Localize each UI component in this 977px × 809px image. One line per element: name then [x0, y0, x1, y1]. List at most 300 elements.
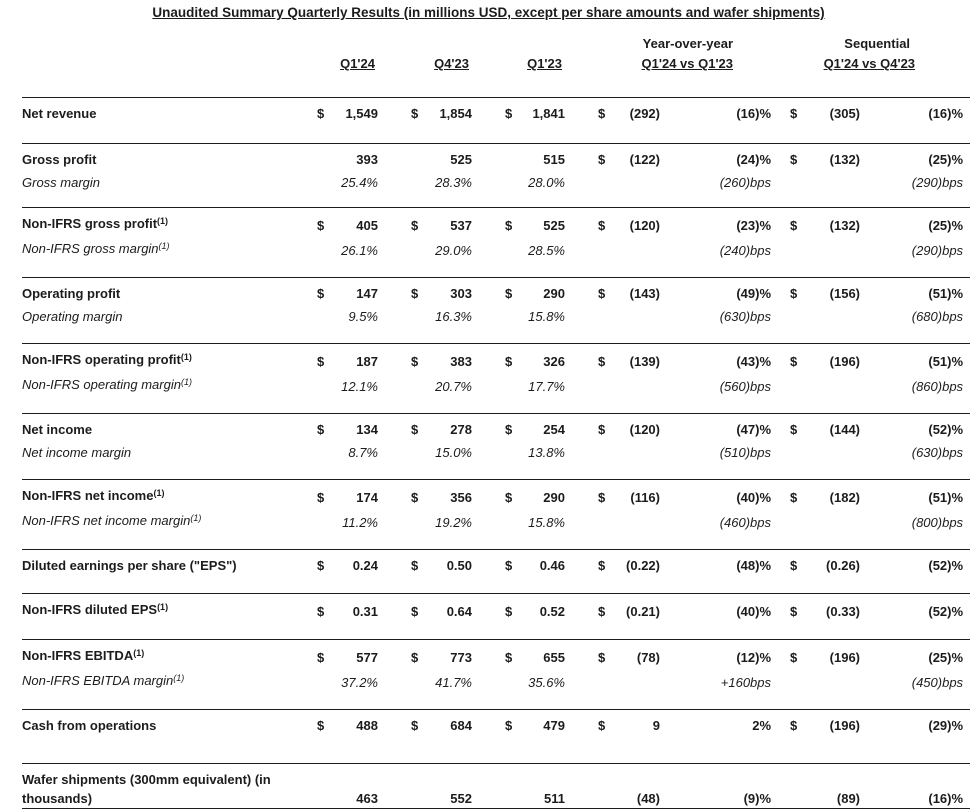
footnote-marker: (1): [190, 513, 202, 523]
results-tbody: [22, 98, 970, 809]
value-cell: (52)%: [867, 594, 970, 640]
value-cell: (89): [812, 764, 867, 809]
margin-row: [22, 307, 970, 344]
currency-symbol: $: [315, 710, 339, 764]
value-cell: +160bps: [720, 675, 772, 690]
value-cell: 383: [433, 344, 479, 376]
row-label-text: Non-IFRS operating margin: [22, 377, 181, 392]
margin-row: [22, 511, 970, 550]
value-cell: 134: [339, 414, 385, 444]
value-cell: 393: [339, 144, 385, 174]
column-header-q1-24: Q1'24: [340, 56, 375, 71]
row-label-text: Net revenue: [22, 106, 97, 121]
value-cell: (78): [620, 640, 667, 672]
row-label: [22, 640, 315, 672]
margin-row: [22, 375, 970, 414]
currency-symbol: [315, 511, 339, 550]
value-cell: 28.0%: [528, 175, 565, 190]
header-spacer: [22, 34, 572, 54]
value-cell: 290: [527, 480, 572, 512]
currency-symbol: [385, 443, 433, 480]
row-label-text: Non-IFRS EBITDA margin: [22, 673, 174, 688]
value-cell: (196): [812, 710, 867, 764]
currency-symbol: $: [778, 710, 812, 764]
value-cell: 11.2%: [342, 515, 378, 530]
footnote-marker: (1): [180, 377, 192, 387]
value-cell: (292): [620, 98, 667, 144]
value-cell: 479: [527, 710, 572, 764]
value-cell: 525: [527, 208, 572, 240]
value-cell: [620, 375, 667, 414]
row-label-text: Operating margin: [22, 309, 123, 324]
currency-symbol: $: [778, 98, 812, 144]
currency-symbol: $: [315, 594, 339, 640]
value-cell: (240)bps: [719, 243, 772, 258]
currency-symbol: $: [315, 278, 339, 308]
row-label: [22, 671, 315, 710]
row-label: [22, 764, 315, 809]
currency-symbol: $: [572, 98, 620, 144]
currency-symbol: $: [315, 550, 339, 594]
currency-symbol: [778, 443, 812, 480]
value-cell: (48): [620, 764, 667, 809]
margin-row: [22, 173, 970, 208]
currency-symbol: $: [479, 710, 527, 764]
metric-row: [22, 710, 970, 764]
currency-symbol: $: [315, 344, 339, 376]
value-cell: 405: [339, 208, 385, 240]
value-cell: 19.2%: [435, 515, 472, 530]
value-cell: 20.7%: [435, 379, 472, 394]
footnote-marker: (1): [157, 216, 169, 226]
value-cell: (630)bps: [911, 445, 964, 460]
currency-symbol: $: [385, 278, 433, 308]
value-cell: (800)bps: [911, 515, 964, 530]
value-cell: (16)%: [867, 764, 970, 809]
currency-symbol: $: [572, 640, 620, 672]
currency-symbol: $: [315, 640, 339, 672]
currency-symbol: $: [315, 480, 339, 512]
row-label-text: Gross profit: [22, 152, 97, 167]
value-cell: (196): [812, 344, 867, 376]
value-cell: 278: [433, 414, 479, 444]
row-label: [22, 239, 315, 278]
currency-symbol: $: [778, 594, 812, 640]
row-label-text: Non-IFRS net income: [22, 488, 154, 503]
quarterly-results-table: [22, 34, 970, 809]
value-cell: 13.8%: [528, 445, 565, 460]
currency-symbol: [778, 671, 812, 710]
currency-symbol: $: [572, 550, 620, 594]
value-cell: (9)%: [667, 764, 778, 809]
currency-symbol: $: [778, 278, 812, 308]
metric-row: [22, 414, 970, 444]
value-cell: 15.8%: [528, 515, 565, 530]
value-cell: 552: [433, 764, 479, 809]
currency-symbol: [778, 307, 812, 344]
currency-symbol: $: [572, 480, 620, 512]
currency-symbol: $: [479, 414, 527, 444]
row-label: [22, 98, 315, 144]
value-cell: (49)%: [667, 278, 778, 308]
currency-symbol: [315, 375, 339, 414]
row-label: [22, 307, 315, 344]
value-cell: [812, 511, 867, 550]
currency-symbol: $: [778, 144, 812, 174]
currency-symbol: [479, 173, 527, 208]
row-label-text: Cash from operations: [22, 718, 157, 733]
currency-symbol: [315, 144, 339, 174]
value-cell: (16)%: [667, 98, 778, 144]
currency-symbol: [385, 173, 433, 208]
margin-row: [22, 443, 970, 480]
metric-row: [22, 480, 970, 512]
metric-row: [22, 144, 970, 174]
value-cell: 174: [339, 480, 385, 512]
currency-symbol: $: [385, 550, 433, 594]
currency-symbol: $: [479, 278, 527, 308]
value-cell: 1,549: [339, 98, 385, 144]
row-label: [22, 480, 315, 512]
value-cell: [620, 173, 667, 208]
currency-symbol: $: [385, 710, 433, 764]
footnote-marker: (1): [157, 602, 169, 612]
currency-symbol: [385, 375, 433, 414]
row-label: [22, 414, 315, 444]
value-cell: 326: [527, 344, 572, 376]
value-cell: (510)bps: [719, 445, 772, 460]
value-cell: 1,854: [433, 98, 479, 144]
metric-row: [22, 278, 970, 308]
value-cell: (47)%: [667, 414, 778, 444]
row-label: [22, 208, 315, 240]
value-cell: (43)%: [667, 344, 778, 376]
value-cell: 147: [339, 278, 385, 308]
value-cell: (290)bps: [911, 175, 964, 190]
currency-symbol: [572, 511, 620, 550]
row-label-text: Net income: [22, 422, 93, 437]
value-cell: 9.5%: [348, 309, 378, 324]
row-label: [22, 443, 315, 480]
footnote-marker: (1): [180, 352, 192, 362]
value-cell: [812, 307, 867, 344]
currency-symbol: [385, 307, 433, 344]
yoy-header: Year-over-year: [642, 36, 734, 51]
value-cell: 9: [620, 710, 667, 764]
currency-symbol: $: [385, 414, 433, 444]
header-spacer: [22, 54, 315, 98]
currency-symbol: [315, 239, 339, 278]
metric-row: [22, 640, 970, 672]
value-cell: (0.22): [620, 550, 667, 594]
currency-symbol: [778, 511, 812, 550]
value-cell: [812, 375, 867, 414]
value-cell: (52)%: [867, 414, 970, 444]
value-cell: (450)bps: [911, 675, 964, 690]
currency-symbol: $: [572, 144, 620, 174]
currency-symbol: $: [778, 208, 812, 240]
value-cell: 187: [339, 344, 385, 376]
currency-symbol: $: [315, 208, 339, 240]
currency-symbol: $: [315, 98, 339, 144]
value-cell: 12.1%: [341, 379, 378, 394]
value-cell: 515: [527, 144, 572, 174]
value-cell: 290: [527, 278, 572, 308]
value-cell: (0.33): [812, 594, 867, 640]
value-cell: (29)%: [867, 710, 970, 764]
value-cell: [620, 239, 667, 278]
value-cell: (290)bps: [911, 243, 964, 258]
value-cell: 488: [339, 710, 385, 764]
value-cell: 0.64: [433, 594, 479, 640]
row-label-text: Non-IFRS operating profit: [22, 352, 181, 367]
value-cell: (630)bps: [719, 309, 772, 324]
margin-row: [22, 671, 970, 710]
row-label: [22, 278, 315, 308]
currency-symbol: [572, 375, 620, 414]
value-cell: 0.52: [527, 594, 572, 640]
value-cell: (12)%: [667, 640, 778, 672]
currency-symbol: [572, 173, 620, 208]
value-cell: [812, 173, 867, 208]
value-cell: (144): [812, 414, 867, 444]
row-label-text: Non-IFRS net income margin: [22, 513, 191, 528]
currency-symbol: $: [572, 414, 620, 444]
value-cell: [812, 443, 867, 480]
value-cell: 525: [433, 144, 479, 174]
currency-symbol: [315, 671, 339, 710]
footnote-marker: (1): [173, 673, 185, 683]
footnote-marker: (1): [153, 488, 165, 498]
currency-symbol: $: [479, 594, 527, 640]
value-cell: (16)%: [867, 98, 970, 144]
column-header-seq-compare: Q1'24 vs Q4'23: [823, 56, 916, 71]
currency-symbol: $: [778, 344, 812, 376]
value-cell: (132): [812, 144, 867, 174]
value-cell: (305): [812, 98, 867, 144]
value-cell: (860)bps: [911, 379, 964, 394]
footnote-marker: (1): [158, 241, 170, 251]
value-cell: (52)%: [867, 550, 970, 594]
value-cell: (143): [620, 278, 667, 308]
value-cell: (122): [620, 144, 667, 174]
currency-symbol: $: [385, 640, 433, 672]
currency-symbol: [385, 511, 433, 550]
currency-symbol: [778, 173, 812, 208]
currency-symbol: [315, 764, 339, 809]
row-label-text: Operating profit: [22, 286, 121, 301]
currency-symbol: $: [778, 414, 812, 444]
currency-symbol: [572, 307, 620, 344]
currency-symbol: [385, 764, 433, 809]
row-label: [22, 344, 315, 376]
column-header-yoy-compare: Q1'24 vs Q1'23: [641, 56, 734, 71]
currency-symbol: [572, 239, 620, 278]
currency-symbol: [479, 375, 527, 414]
currency-symbol: [778, 239, 812, 278]
currency-symbol: $: [479, 480, 527, 512]
row-label-text: Non-IFRS diluted EPS: [22, 602, 158, 617]
value-cell: (196): [812, 640, 867, 672]
sequential-header: Sequential: [844, 36, 911, 51]
currency-symbol: [479, 307, 527, 344]
value-cell: 37.2%: [341, 675, 378, 690]
currency-symbol: $: [479, 550, 527, 594]
value-cell: (25)%: [867, 208, 970, 240]
currency-symbol: [385, 671, 433, 710]
value-cell: 684: [433, 710, 479, 764]
currency-symbol: $: [572, 594, 620, 640]
value-cell: (120): [620, 414, 667, 444]
currency-symbol: $: [385, 594, 433, 640]
value-cell: 577: [339, 640, 385, 672]
currency-symbol: $: [479, 208, 527, 240]
value-cell: 463: [339, 764, 385, 809]
row-label: [22, 710, 315, 764]
value-cell: 8.7%: [348, 445, 378, 460]
value-cell: 29.0%: [435, 243, 472, 258]
value-cell: (48)%: [667, 550, 778, 594]
value-cell: 655: [527, 640, 572, 672]
period-header-row: [22, 54, 970, 98]
currency-symbol: [479, 764, 527, 809]
value-cell: [620, 443, 667, 480]
currency-symbol: $: [572, 710, 620, 764]
currency-symbol: [479, 239, 527, 278]
column-header-q1-23: Q1'23: [527, 56, 562, 71]
currency-symbol: $: [385, 98, 433, 144]
metric-row: [22, 344, 970, 376]
value-cell: (0.26): [812, 550, 867, 594]
row-label: [22, 511, 315, 550]
currency-symbol: [572, 764, 620, 809]
value-cell: (51)%: [867, 480, 970, 512]
value-cell: (40)%: [667, 480, 778, 512]
row-label-text: Non-IFRS gross margin: [22, 241, 159, 256]
footnote-marker: (1): [133, 648, 145, 658]
row-label-text: Non-IFRS gross profit: [22, 216, 158, 231]
currency-symbol: $: [572, 278, 620, 308]
value-cell: (260)bps: [719, 175, 772, 190]
row-label: [22, 173, 315, 208]
value-cell: 17.7%: [528, 379, 565, 394]
value-cell: [620, 307, 667, 344]
value-cell: (25)%: [867, 640, 970, 672]
metric-row: [22, 550, 970, 594]
currency-symbol: $: [385, 344, 433, 376]
currency-symbol: [479, 671, 527, 710]
currency-symbol: [385, 239, 433, 278]
currency-symbol: $: [479, 640, 527, 672]
currency-symbol: $: [572, 344, 620, 376]
value-cell: 0.24: [339, 550, 385, 594]
currency-symbol: [315, 443, 339, 480]
page-title: Unaudited Summary Quarterly Results (in millions USD, except per share amounts and wafer shipments): [152, 5, 825, 20]
row-label: [22, 594, 315, 640]
currency-symbol: $: [778, 480, 812, 512]
value-cell: (182): [812, 480, 867, 512]
value-cell: (51)%: [867, 344, 970, 376]
metric-row: [22, 764, 970, 809]
currency-symbol: $: [479, 98, 527, 144]
value-cell: (680)bps: [911, 309, 964, 324]
value-cell: (132): [812, 208, 867, 240]
currency-symbol: [479, 511, 527, 550]
value-cell: [620, 671, 667, 710]
value-cell: 35.6%: [528, 675, 565, 690]
currency-symbol: [778, 375, 812, 414]
currency-symbol: $: [479, 344, 527, 376]
value-cell: (120): [620, 208, 667, 240]
value-cell: 28.3%: [435, 175, 472, 190]
value-cell: 537: [433, 208, 479, 240]
currency-symbol: [315, 307, 339, 344]
value-cell: 1,841: [527, 98, 572, 144]
value-cell: 0.31: [339, 594, 385, 640]
value-cell: 41.7%: [435, 675, 472, 690]
currency-symbol: $: [385, 480, 433, 512]
currency-symbol: $: [572, 208, 620, 240]
row-label: [22, 550, 315, 594]
value-cell: 26.1%: [341, 243, 378, 258]
value-cell: (51)%: [867, 278, 970, 308]
currency-symbol: $: [778, 640, 812, 672]
value-cell: 2%: [667, 710, 778, 764]
value-cell: (156): [812, 278, 867, 308]
value-cell: (0.21): [620, 594, 667, 640]
row-label-text: Non-IFRS EBITDA: [22, 648, 134, 663]
row-label-text: Wafer shipments (300mm equivalent) (in thousands): [22, 772, 271, 806]
value-cell: 0.50: [433, 550, 479, 594]
value-cell: [812, 239, 867, 278]
value-cell: 303: [433, 278, 479, 308]
value-cell: 15.0%: [435, 445, 472, 460]
value-cell: (23)%: [667, 208, 778, 240]
currency-symbol: [479, 144, 527, 174]
value-cell: (40)%: [667, 594, 778, 640]
currency-symbol: [778, 764, 812, 809]
value-cell: [812, 671, 867, 710]
value-cell: 0.46: [527, 550, 572, 594]
column-header-q4-23: Q4'23: [434, 56, 469, 71]
value-cell: 25.4%: [341, 175, 378, 190]
currency-symbol: [385, 144, 433, 174]
value-cell: 511: [527, 764, 572, 809]
value-cell: (24)%: [667, 144, 778, 174]
metric-row: [22, 594, 970, 640]
value-cell: 356: [433, 480, 479, 512]
metric-row: [22, 98, 970, 144]
metric-row: [22, 208, 970, 240]
row-label: [22, 144, 315, 174]
currency-symbol: [315, 173, 339, 208]
margin-row: [22, 239, 970, 278]
currency-symbol: [572, 671, 620, 710]
value-cell: 16.3%: [435, 309, 472, 324]
value-cell: 15.8%: [528, 309, 565, 324]
currency-symbol: $: [315, 414, 339, 444]
currency-symbol: $: [778, 550, 812, 594]
value-cell: 254: [527, 414, 572, 444]
currency-symbol: $: [385, 208, 433, 240]
value-cell: (560)bps: [719, 379, 772, 394]
currency-symbol: [479, 443, 527, 480]
value-cell: 773: [433, 640, 479, 672]
value-cell: (25)%: [867, 144, 970, 174]
value-cell: (460)bps: [719, 515, 772, 530]
currency-symbol: [572, 443, 620, 480]
value-cell: 28.5%: [528, 243, 565, 258]
